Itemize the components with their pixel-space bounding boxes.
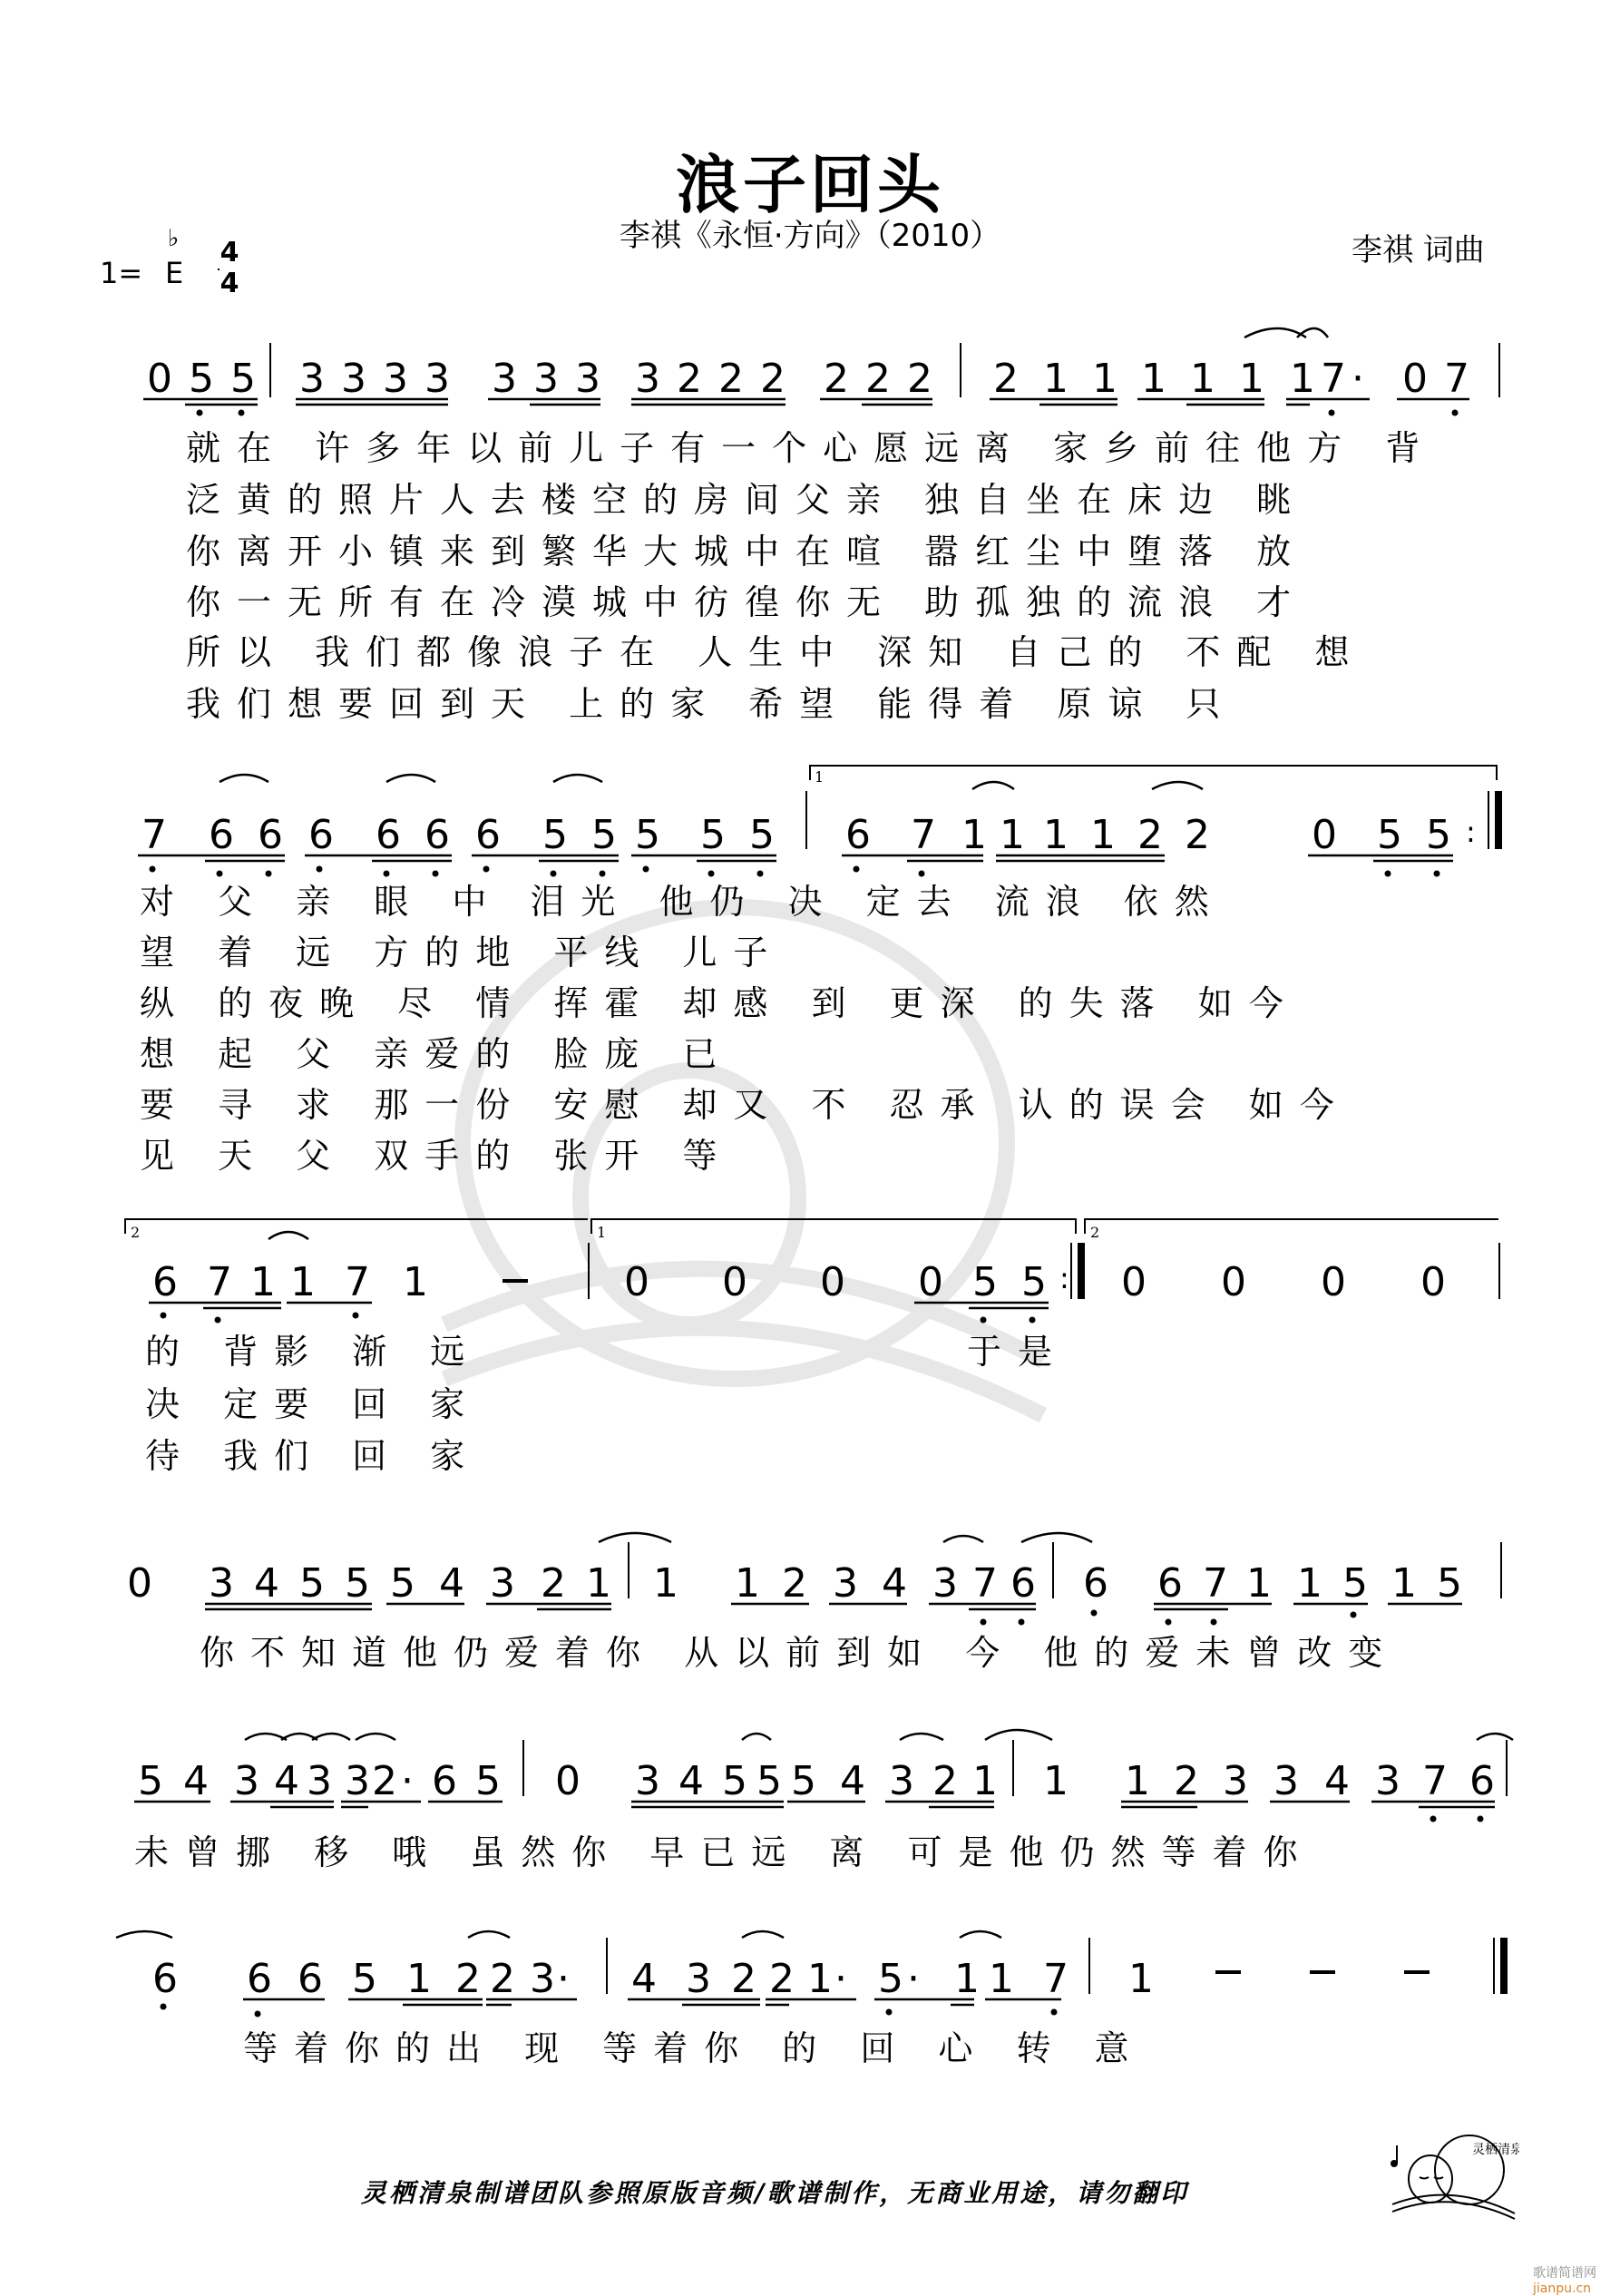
svg-text:3: 3 bbox=[425, 356, 450, 402]
svg-text:1: 1 bbox=[1246, 1560, 1272, 1607]
svg-text:5: 5 bbox=[1426, 812, 1451, 858]
svg-text:0: 0 bbox=[820, 1259, 845, 1305]
system-2-underlines bbox=[138, 855, 1453, 861]
svg-text:3: 3 bbox=[307, 1758, 332, 1804]
svg-text:6: 6 bbox=[258, 812, 283, 858]
svg-text:3: 3 bbox=[932, 1560, 958, 1607]
svg-text:6: 6 bbox=[845, 812, 871, 858]
svg-text:5: 5 bbox=[591, 812, 617, 858]
lyrics-s2-v5: 要 寻 求 那一份 安慰 却又 不 忍承 认的误会 如今 bbox=[140, 1085, 1351, 1125]
svg-text:5: 5 bbox=[390, 1560, 415, 1607]
svg-text:0: 0 bbox=[1420, 1259, 1446, 1305]
svg-text:1: 1 bbox=[1043, 1758, 1069, 1804]
svg-text:0: 0 bbox=[127, 1560, 152, 1607]
svg-text:2: 2 bbox=[1090, 1224, 1100, 1241]
svg-text:1: 1 bbox=[1043, 812, 1069, 858]
svg-text:3: 3 bbox=[383, 356, 408, 402]
svg-text:5: 5 bbox=[542, 812, 568, 858]
svg-text:6: 6 bbox=[1010, 1560, 1036, 1607]
svg-text:5: 5 bbox=[878, 1956, 903, 2002]
composer-credit: 李祺 词曲 bbox=[1352, 232, 1485, 269]
system-5-notes bbox=[138, 1758, 1495, 1804]
svg-text:1: 1 bbox=[1290, 356, 1315, 402]
svg-text:7: 7 bbox=[207, 1259, 232, 1305]
svg-text:4: 4 bbox=[1324, 1758, 1350, 1804]
svg-text:6: 6 bbox=[247, 1956, 272, 2002]
svg-text:1: 1 bbox=[653, 1560, 678, 1607]
lyrics-s3-v3: 待 我们 回 家 bbox=[145, 1436, 482, 1476]
svg-text:2: 2 bbox=[769, 1956, 795, 2002]
svg-text:5: 5 bbox=[189, 356, 214, 402]
lyrics-s2-v4: 想 起 父 亲爱的 脸庞 已 bbox=[140, 1034, 734, 1074]
svg-text:·: · bbox=[401, 1758, 414, 1804]
svg-text:6: 6 bbox=[1469, 1758, 1495, 1804]
svg-text:2: 2 bbox=[782, 1560, 807, 1607]
svg-text:2: 2 bbox=[1185, 812, 1210, 858]
svg-text:4: 4 bbox=[254, 1560, 279, 1607]
system-2-low-dots bbox=[150, 866, 1440, 877]
svg-text:0: 0 bbox=[147, 356, 172, 402]
svg-text:1: 1 bbox=[1190, 356, 1215, 402]
svg-text:5: 5 bbox=[1342, 1560, 1368, 1607]
svg-text:3: 3 bbox=[1223, 1758, 1248, 1804]
svg-text:1: 1 bbox=[1128, 1956, 1154, 2002]
svg-text:1: 1 bbox=[954, 1956, 980, 2002]
svg-text:2: 2 bbox=[372, 1758, 397, 1804]
time-sig-bottom: 4 bbox=[220, 268, 239, 299]
system-1-slurs bbox=[1244, 328, 1328, 337]
svg-text:3: 3 bbox=[833, 1560, 858, 1607]
svg-text:6: 6 bbox=[209, 812, 234, 858]
lyrics-s4: 你不知道他仍爱着你 从以前到如 今 他的爱未曾改变 bbox=[200, 1633, 1400, 1673]
svg-text:6: 6 bbox=[152, 1956, 178, 2002]
lyrics-s6: 等着你的出 现 等着你 的 回 心 转 意 bbox=[243, 2028, 1146, 2068]
svg-text:2: 2 bbox=[731, 1956, 756, 2002]
svg-text:1: 1 bbox=[1043, 356, 1069, 402]
svg-text:5: 5 bbox=[1437, 1560, 1462, 1607]
svg-text:4: 4 bbox=[840, 1758, 865, 1804]
system-1-notes bbox=[147, 356, 1469, 402]
svg-text:0: 0 bbox=[1221, 1259, 1246, 1305]
svg-text:1: 1 bbox=[1297, 1560, 1322, 1607]
svg-text:7: 7 bbox=[1043, 1956, 1069, 2002]
lyrics-s3-v2: 决 定要 回 家 bbox=[145, 1384, 482, 1424]
album-subtitle: 李祺《永恒·方向》（2010） bbox=[619, 218, 1001, 254]
lyrics-s3-v1: 的 背影 渐 远 bbox=[145, 1332, 482, 1372]
system-3-slur bbox=[268, 1232, 308, 1239]
svg-text:3: 3 bbox=[234, 1758, 259, 1804]
svg-text:7: 7 bbox=[1444, 356, 1469, 402]
svg-text:·: · bbox=[1352, 356, 1364, 402]
svg-text:1: 1 bbox=[403, 1259, 428, 1305]
lyrics-s1-v1: 就在 许多年以前儿子有一个心愿远离 家乡前往他方 背 bbox=[186, 428, 1437, 468]
key-tonic: E bbox=[165, 256, 184, 290]
svg-text:0: 0 bbox=[722, 1259, 747, 1305]
svg-text:5: 5 bbox=[635, 812, 660, 858]
svg-text:7: 7 bbox=[972, 1560, 998, 1607]
svg-text:1: 1 bbox=[1092, 356, 1117, 402]
svg-text:2: 2 bbox=[993, 356, 1019, 402]
svg-text:5: 5 bbox=[756, 1758, 782, 1804]
volta-1-bracket bbox=[810, 766, 1497, 780]
svg-text:1: 1 bbox=[1239, 356, 1264, 402]
system-2-notes bbox=[142, 812, 1476, 858]
svg-text:3: 3 bbox=[345, 1758, 370, 1804]
svg-text:1: 1 bbox=[989, 1956, 1014, 2002]
footer-credit: 灵栖清泉制谱团队参照原版音频/歌谱制作，无商业用途，请勿翻印 bbox=[361, 2178, 1189, 2208]
lyrics-s2-v2: 望 着 远 方的地 平线 儿子 bbox=[140, 933, 785, 972]
svg-text:2: 2 bbox=[718, 356, 744, 402]
svg-text:6: 6 bbox=[376, 812, 401, 858]
svg-text:2: 2 bbox=[907, 356, 932, 402]
sheep-logo-icon bbox=[1383, 2132, 1519, 2223]
svg-text:5: 5 bbox=[972, 1259, 998, 1305]
svg-text:4: 4 bbox=[678, 1758, 704, 1804]
svg-text:5: 5 bbox=[475, 1758, 501, 1804]
svg-text:2: 2 bbox=[490, 1956, 515, 2002]
svg-text:6: 6 bbox=[308, 812, 334, 858]
system-2-slurs bbox=[220, 775, 1203, 789]
svg-text:0: 0 bbox=[555, 1758, 581, 1804]
svg-text:1: 1 bbox=[807, 1956, 833, 2002]
svg-text:4: 4 bbox=[183, 1758, 209, 1804]
svg-text:4: 4 bbox=[274, 1758, 299, 1804]
lyrics-s1-v6: 我们想要回到天 上的家 希望 能得着 原谅 只 bbox=[186, 684, 1237, 724]
svg-text:7: 7 bbox=[1422, 1758, 1448, 1804]
svg-text:6: 6 bbox=[298, 1956, 323, 2002]
svg-text:5: 5 bbox=[722, 1758, 747, 1804]
svg-text:·: · bbox=[557, 1956, 570, 2002]
svg-text:1: 1 bbox=[972, 1758, 998, 1804]
svg-text:3: 3 bbox=[635, 356, 660, 402]
svg-text:3: 3 bbox=[575, 356, 600, 402]
svg-text:3: 3 bbox=[209, 1560, 234, 1607]
lyrics-s2-v3: 纵 的夜晚 尽 情 挥霍 却感 到 更深 的失落 如今 bbox=[140, 983, 1300, 1023]
svg-text:0: 0 bbox=[624, 1259, 649, 1305]
svg-text:1: 1 bbox=[815, 768, 825, 786]
svg-text:·: · bbox=[907, 1956, 920, 2002]
svg-text:5: 5 bbox=[1377, 812, 1402, 858]
lyrics-s1-v4: 你一无所有在冷漠城中彷徨你无 助孤独的流浪 才 bbox=[186, 582, 1308, 622]
svg-text:·: · bbox=[834, 1956, 847, 2002]
volta-brackets-3 bbox=[125, 1219, 1498, 1234]
system-3-notes bbox=[152, 1259, 1446, 1305]
logo-text: 灵栖清泉 bbox=[1472, 2143, 1519, 2157]
svg-text:1: 1 bbox=[961, 812, 987, 858]
lyrics-s2-v6: 见 天 父 双手的 张开 等 bbox=[140, 1136, 734, 1176]
svg-text:3: 3 bbox=[341, 356, 366, 402]
svg-text:3: 3 bbox=[533, 356, 559, 402]
lyrics-s1-v2: 泛黄的照片人去楼空的房间父亲 独自坐在床边 眺 bbox=[186, 480, 1308, 520]
svg-text:2: 2 bbox=[1137, 812, 1163, 858]
system-6-underlines bbox=[243, 1999, 1061, 2005]
svg-text:1: 1 bbox=[586, 1560, 611, 1607]
system-3-underlines bbox=[149, 1303, 1049, 1308]
svg-text:5: 5 bbox=[749, 812, 775, 858]
svg-text:0: 0 bbox=[918, 1259, 943, 1305]
system-1-underlines bbox=[143, 399, 1469, 405]
lyrics-s1-v3: 你离开小镇来到繁华大城中在喧 嚣红尘中堕落 放 bbox=[186, 532, 1308, 572]
svg-text:3: 3 bbox=[889, 1758, 914, 1804]
system-6-notes bbox=[152, 1956, 1154, 2002]
key-prefix: 1= bbox=[100, 256, 143, 290]
svg-text:7: 7 bbox=[142, 812, 167, 858]
svg-text:2: 2 bbox=[932, 1758, 958, 1804]
svg-text:5: 5 bbox=[345, 1560, 370, 1607]
svg-text:7: 7 bbox=[1321, 356, 1346, 402]
lyrics-s2-v1: 对 父 亲 眼 中 泪光 他仍 决 定去 流浪 依然 bbox=[140, 882, 1225, 922]
svg-text:6: 6 bbox=[152, 1259, 178, 1305]
flat-icon: ♭ bbox=[168, 225, 180, 252]
svg-text:0: 0 bbox=[1312, 812, 1337, 858]
svg-text:1: 1 bbox=[290, 1259, 316, 1305]
svg-text:4: 4 bbox=[631, 1956, 657, 2002]
svg-text:5: 5 bbox=[791, 1758, 816, 1804]
svg-text:5: 5 bbox=[352, 1956, 377, 2002]
svg-text:2: 2 bbox=[131, 1224, 141, 1241]
svg-text:1: 1 bbox=[597, 1224, 607, 1241]
svg-text:3: 3 bbox=[686, 1956, 711, 2002]
svg-text:0: 0 bbox=[1321, 1259, 1346, 1305]
svg-text:2: 2 bbox=[865, 356, 891, 402]
svg-text:3: 3 bbox=[530, 1956, 555, 2002]
svg-text:2: 2 bbox=[677, 356, 702, 402]
svg-text:1: 1 bbox=[1141, 356, 1166, 402]
svg-text:6: 6 bbox=[1083, 1560, 1108, 1607]
svg-text:5: 5 bbox=[230, 356, 256, 402]
song-title: 浪子回头 bbox=[676, 148, 944, 222]
svg-text:2: 2 bbox=[455, 1956, 481, 2002]
svg-text:7: 7 bbox=[1203, 1560, 1228, 1607]
svg-text:1: 1 bbox=[250, 1259, 276, 1305]
svg-text:3: 3 bbox=[1274, 1758, 1299, 1804]
system-4-notes bbox=[127, 1560, 1462, 1607]
svg-text:1: 1 bbox=[1090, 812, 1116, 858]
svg-text:5: 5 bbox=[1021, 1259, 1047, 1305]
svg-text:6: 6 bbox=[475, 812, 501, 858]
svg-text:1: 1 bbox=[406, 1956, 432, 2002]
svg-text::: : bbox=[1466, 815, 1476, 849]
svg-text:5: 5 bbox=[700, 812, 726, 858]
svg-text:3: 3 bbox=[492, 356, 517, 402]
svg-text:5: 5 bbox=[299, 1560, 325, 1607]
svg-text:3: 3 bbox=[490, 1560, 515, 1607]
svg-text:0: 0 bbox=[1121, 1259, 1147, 1305]
svg-text:2: 2 bbox=[824, 356, 849, 402]
lyrics-s5: 未曾挪 移 哦 虽然你 早已远 离 可是他仍然等着你 bbox=[134, 1832, 1314, 1872]
svg-text:1: 1 bbox=[1125, 1758, 1150, 1804]
system-4-underlines bbox=[205, 1604, 1462, 1609]
svg-text:6: 6 bbox=[425, 812, 450, 858]
svg-text:2: 2 bbox=[760, 356, 786, 402]
svg-text:3: 3 bbox=[1375, 1758, 1400, 1804]
svg-text:2: 2 bbox=[1174, 1758, 1199, 1804]
svg-text:7: 7 bbox=[345, 1259, 370, 1305]
svg-text:3: 3 bbox=[299, 356, 325, 402]
svg-text:1: 1 bbox=[1391, 1560, 1417, 1607]
lyrics-s1-v5: 所以 我们都像浪子在 人生中 深知 自己的 不配 想 bbox=[186, 632, 1366, 672]
svg-text:6: 6 bbox=[1157, 1560, 1183, 1607]
system-5-underlines bbox=[134, 1802, 1495, 1807]
svg-text:3: 3 bbox=[635, 1758, 660, 1804]
watermark-cn: 歌谱简谱网 bbox=[1533, 2266, 1596, 2281]
watermark-en: jianpu.cn bbox=[1533, 2281, 1592, 2296]
system-1-low-dots bbox=[197, 410, 1459, 416]
svg-text:7: 7 bbox=[911, 812, 936, 858]
svg-text::: : bbox=[1059, 1261, 1069, 1295]
svg-text:5: 5 bbox=[138, 1758, 163, 1804]
lyrics-s3-pickup: 于是 bbox=[967, 1332, 1069, 1372]
svg-text:6: 6 bbox=[432, 1758, 457, 1804]
svg-text:2: 2 bbox=[541, 1560, 566, 1607]
svg-text:1: 1 bbox=[1000, 812, 1025, 858]
svg-text:0: 0 bbox=[1402, 356, 1428, 402]
time-sig-top: 4 bbox=[220, 237, 239, 269]
svg-text:4: 4 bbox=[439, 1560, 464, 1607]
svg-text:4: 4 bbox=[882, 1560, 907, 1607]
svg-text:1: 1 bbox=[735, 1560, 760, 1607]
